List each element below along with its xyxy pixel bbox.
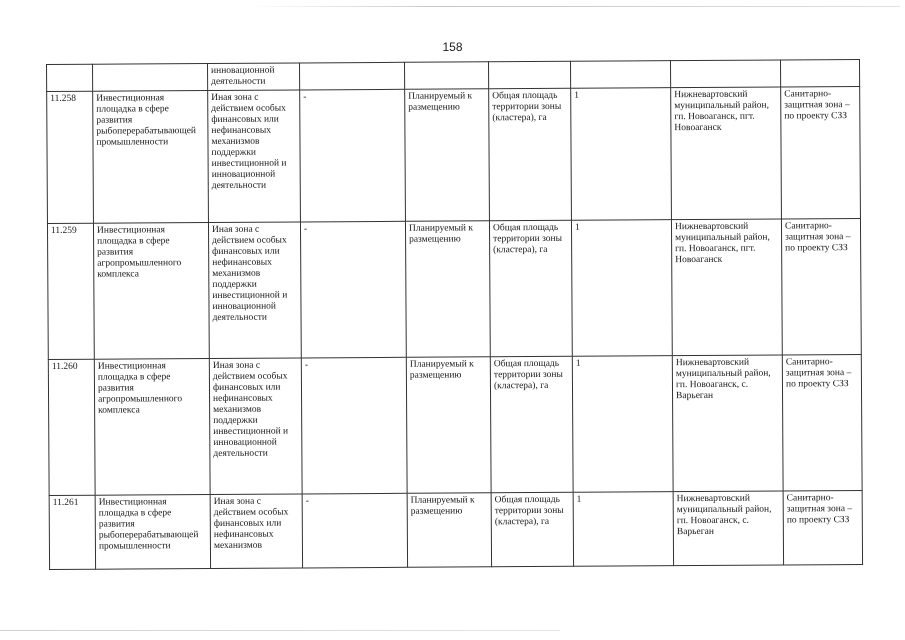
cell-zone-sz: Санитарно-защитная зона – по проекту СЗЗ — [782, 355, 862, 491]
cell-value — [570, 61, 670, 89]
cell-status: Планируемый к размещению — [406, 357, 491, 494]
cell-no: 11.261 — [49, 495, 95, 569]
cell-zone: Иная зона с действием особых финансовых или нефинансовых механизмов поддержки инвестиционной и инновационной деятельности — [209, 358, 302, 495]
scan-artifact-top — [250, 6, 900, 7]
cell-dash: - — [300, 221, 406, 358]
cell-zone-sz: Санитарно-защитная зона – по проекту СЗЗ — [783, 491, 862, 565]
cell-dash: - — [302, 493, 407, 568]
table-row — [47, 87, 861, 224]
cell-zone-sz — [780, 60, 859, 87]
cell-value: 1 — [571, 88, 672, 221]
cell-name — [93, 64, 208, 92]
cell-no: 11.260 — [48, 359, 95, 495]
cell-dash: - — [301, 357, 407, 494]
cell-status: Планируемый к размещению — [405, 221, 490, 358]
cell-param: Общая площадь территории зоны (кластера), га — [490, 356, 573, 492]
cell-param: Общая площадь территории зоны (кластера), га — [491, 492, 573, 566]
cell-param: Общая площадь территории зоны (кластера), га — [489, 220, 572, 356]
cell-status — [404, 62, 488, 90]
cell-name: Инвестиционная площадка в сфере развития рыбоперерабатывающей промышленности — [95, 495, 210, 570]
table-row — [48, 355, 862, 496]
cell-location: Нижневартовский муниципальный район, гп. Новоаганск, пгт. Новоаганск — [671, 87, 782, 220]
cell-no — [47, 64, 93, 91]
cell-zone: Иная зона с действием особых финансовых или нефинансовых механизмов поддержки инвестиционной и инновационной деятельности — [208, 222, 301, 359]
document-table — [46, 59, 863, 570]
cell-value: 1 — [571, 220, 672, 357]
cell-zone: Иная зона с действием особых финансовых или нефинансовых механизмов — [210, 494, 302, 569]
cell-location — [670, 60, 780, 88]
cell-param: Общая площадь территории зоны (кластера), га — [489, 88, 572, 220]
table-row — [47, 219, 861, 360]
cell-dash: - — [300, 89, 406, 222]
cell-no: 11.258 — [47, 91, 94, 223]
cell-value: 1 — [573, 492, 673, 567]
cell-param — [488, 61, 570, 89]
cell-no: 11.259 — [47, 223, 94, 359]
cell-dash — [299, 62, 404, 90]
page-number: 158 — [442, 40, 463, 54]
cell-zone: инновационной деятельности — [208, 63, 300, 91]
cell-name: Инвестиционная площадка в сфере развития агропромышленного комплекса — [93, 223, 209, 360]
cell-name: Инвестиционная площадка в сфере развития рыбоперерабатывающей промышленности — [93, 91, 209, 224]
cell-status: Планируемый к размещению — [407, 493, 491, 568]
table-row — [49, 491, 862, 570]
cell-value: 1 — [572, 356, 673, 493]
scan-artifact-bottom — [0, 630, 560, 631]
cell-location: Нижневартовский муниципальный район, гп. Новоаганск, пгт. Новоаганск — [671, 219, 782, 356]
cell-zone-sz: Санитарно-защитная зона – по проекту СЗЗ — [781, 219, 861, 355]
cell-location: Нижневартовский муниципальный район, гп. Новоаганск, с. Варьеган — [672, 355, 783, 492]
cell-zone-sz: Санитарно-защитная зона – по проекту СЗЗ — [781, 87, 861, 219]
cell-name: Инвестиционная площадка в сфере развития агропромышленного комплекса — [94, 359, 210, 496]
cell-zone: Иная зона с действием особых финансовых или нефинансовых механизмов поддержки инвестиционной и инновационной деятельности — [208, 90, 301, 223]
cell-status: Планируемый к размещению — [405, 89, 490, 222]
cell-location: Нижневартовский муниципальный район, гп. Новоаганск, с. Варьеган — [673, 491, 783, 566]
